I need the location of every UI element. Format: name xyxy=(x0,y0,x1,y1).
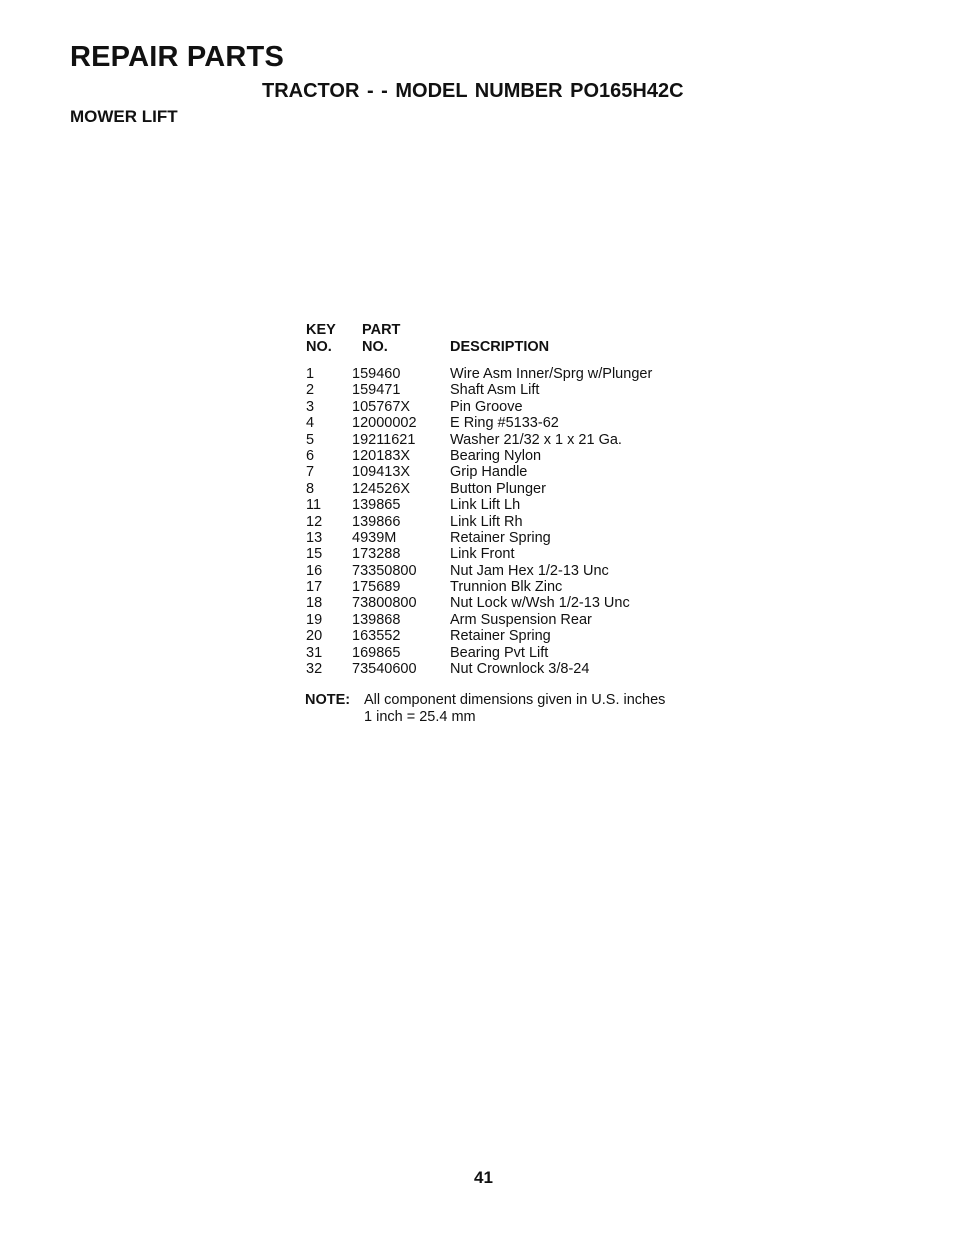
description-cell: Grip Handle xyxy=(450,464,528,481)
part-no-cell: 139865 xyxy=(352,497,401,514)
description-cell: Pin Groove xyxy=(450,398,523,415)
key-no-cell: 6 xyxy=(306,447,315,464)
description-header: DESCRIPTION xyxy=(450,339,550,355)
key-no-cell: 16 xyxy=(306,562,323,579)
description-cell: Nut Crownlock 3/8-24 xyxy=(450,661,590,678)
part-no-cell: 169865 xyxy=(352,644,401,661)
table-row xyxy=(306,595,726,611)
description-cell: Nut Lock w/Wsh 1/2-13 Unc xyxy=(450,595,630,612)
part-header-line2: NO. xyxy=(362,339,388,355)
table-row xyxy=(306,514,726,530)
key-no-cell: 12 xyxy=(306,513,323,530)
key-header-line1: KEY xyxy=(306,322,336,338)
table-row xyxy=(306,661,726,677)
part-header-line1: PART xyxy=(362,322,401,338)
table-row xyxy=(306,563,726,579)
description-cell: Retainer Spring xyxy=(450,529,551,546)
key-no-cell: 8 xyxy=(306,480,315,497)
table-row xyxy=(306,481,726,497)
description-cell: Bearing Pvt Lift xyxy=(450,644,549,661)
table-row xyxy=(306,366,726,382)
table-row xyxy=(306,579,726,595)
page-title: REPAIR PARTS xyxy=(70,41,285,73)
description-cell: Retainer Spring xyxy=(450,628,551,645)
part-no-cell: 139868 xyxy=(352,611,401,628)
key-no-cell: 13 xyxy=(306,529,323,546)
note-line2: 1 inch = 25.4 mm xyxy=(364,708,476,725)
description-cell: Link Front xyxy=(450,546,515,563)
key-no-cell: 31 xyxy=(306,644,323,661)
key-no-cell: 7 xyxy=(306,464,315,481)
description-cell: Arm Suspension Rear xyxy=(450,611,592,628)
part-no-cell: 105767X xyxy=(352,398,411,415)
table-row xyxy=(306,497,726,513)
description-cell: Trunnion Blk Zinc xyxy=(450,579,563,596)
description-cell: Link Lift Lh xyxy=(450,497,521,514)
key-no-cell: 19 xyxy=(306,611,323,628)
table-row xyxy=(306,628,726,644)
part-no-cell: 19211621 xyxy=(352,431,416,448)
part-no-cell: 173288 xyxy=(352,546,401,563)
section-heading: MOWER LIFT xyxy=(70,107,178,126)
table-row xyxy=(306,530,726,546)
description-cell: Link Lift Rh xyxy=(450,513,523,530)
description-cell: Nut Jam Hex 1/2-13 Unc xyxy=(450,562,609,579)
part-no-cell: 73350800 xyxy=(352,562,417,579)
description-cell: Wire Asm Inner/Sprg w/Plunger xyxy=(450,366,653,382)
key-no-cell: 4 xyxy=(306,415,315,432)
key-no-cell: 17 xyxy=(306,579,323,596)
key-no-cell: 2 xyxy=(306,382,315,399)
table-row xyxy=(306,415,726,431)
part-no-cell: 139866 xyxy=(352,513,401,530)
key-no-cell: 3 xyxy=(306,398,315,415)
note-line1: All component dimensions given in U.S. inches xyxy=(364,692,666,708)
table-row xyxy=(306,382,726,398)
part-no-cell: 175689 xyxy=(352,579,401,596)
part-no-cell: 73540600 xyxy=(352,661,417,678)
description-cell: Washer 21/32 x 1 x 21 Ga. xyxy=(450,431,622,448)
description-cell: Bearing Nylon xyxy=(450,447,542,464)
part-no-header xyxy=(362,322,400,356)
key-no-cell: 15 xyxy=(306,546,323,563)
note-label: NOTE: xyxy=(305,692,351,708)
part-no-cell: 73800800 xyxy=(352,595,417,612)
part-no-cell: 159460 xyxy=(352,366,401,382)
parts-table-body xyxy=(306,366,726,677)
part-no-cell: 159471 xyxy=(352,382,401,399)
table-row xyxy=(306,645,726,661)
key-no-cell: 20 xyxy=(306,628,323,645)
part-no-cell: 120183X xyxy=(352,447,411,464)
table-row xyxy=(306,464,726,480)
table-row xyxy=(306,448,726,464)
part-no-cell: 12000002 xyxy=(352,415,417,432)
description-cell: Shaft Asm Lift xyxy=(450,382,540,399)
description-cell: E Ring #5133-62 xyxy=(450,415,559,432)
part-no-cell: 4939M xyxy=(352,529,397,546)
key-no-header xyxy=(306,322,336,356)
part-no-cell: 109413X xyxy=(352,464,411,481)
key-no-cell: 11 xyxy=(306,497,322,514)
key-no-cell: 1 xyxy=(306,366,315,382)
table-row xyxy=(306,546,726,562)
part-no-cell: 124526X xyxy=(352,480,411,497)
table-row xyxy=(306,399,726,415)
page-number: 41 xyxy=(474,1168,493,1187)
key-no-cell: 32 xyxy=(306,661,323,678)
description-cell: Button Plunger xyxy=(450,480,546,497)
part-no-cell: 163552 xyxy=(352,628,401,645)
key-no-cell: 18 xyxy=(306,595,323,612)
table-row xyxy=(306,432,726,448)
key-header-line2: NO. xyxy=(306,339,332,355)
key-no-cell: 5 xyxy=(306,431,315,448)
model-subtitle: TRACTOR - - MODEL NUMBER PO165H42C xyxy=(262,80,684,102)
table-row xyxy=(306,612,726,628)
